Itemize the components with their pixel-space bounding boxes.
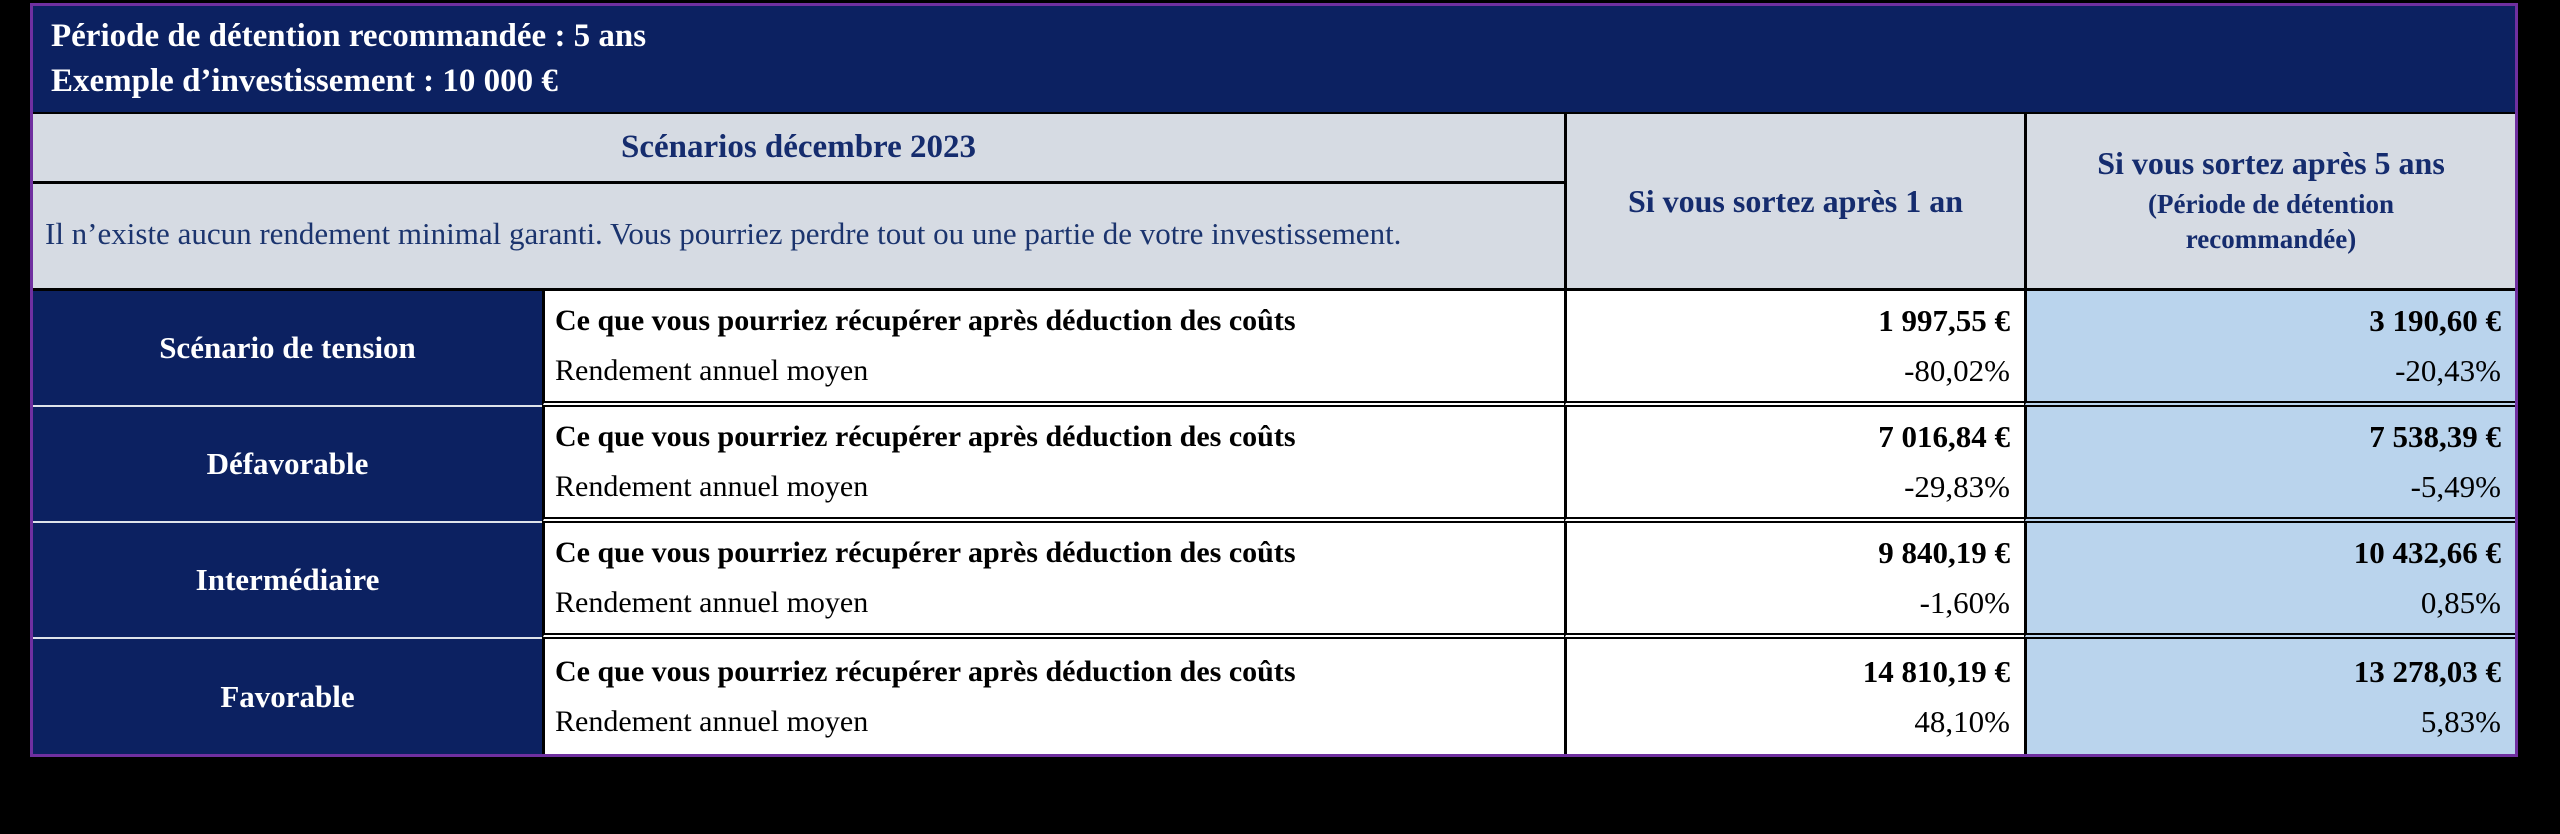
scenario-name-unfavourable: Défavorable: [33, 407, 542, 523]
recover-label: Ce que vous pourriez récupérer après déduction des coûts: [555, 420, 1296, 453]
favourable-5yr-values: [2024, 639, 2515, 754]
exit-after-1-year-label: Si vous sortez après 1 an: [1627, 182, 1964, 219]
stress-1yr-values: [1564, 291, 2024, 407]
recover-label: Ce que vous pourriez récupérer après déduction des coûts: [555, 304, 1296, 337]
performance-scenarios-table: [30, 3, 2518, 757]
moderate-5yr-values: [2024, 523, 2515, 639]
moderate-1yr-amount: 9 840,19 €: [1878, 535, 2010, 570]
moderate-1yr-return: -1,60%: [1919, 585, 2010, 620]
stress-1yr-amount: 1 997,55 €: [1878, 303, 2010, 338]
investment-example-text: Exemple d’investissement : 10 000 €: [51, 63, 558, 99]
stress-5yr-amount: 3 190,60 €: [2369, 303, 2501, 338]
exit-after-5-years-label: Si vous sortez après 5 ans: [2097, 145, 2445, 181]
avg-return-label: Rendement annuel moyen: [555, 586, 869, 619]
scenarios-date-header: Scénarios décembre 2023: [33, 114, 1564, 184]
moderate-5yr-return: 0,85%: [2420, 585, 2501, 620]
holding-period-text: Période de détention recommandée : 5 ans: [51, 18, 647, 54]
scenario-name-moderate: Intermédiaire: [33, 523, 542, 639]
exit-after-5-years-header: [2024, 114, 2515, 291]
exit-after-1-year-header: [1564, 114, 2024, 291]
moderate-5yr-amount: 10 432,66 €: [2353, 535, 2501, 570]
unfavourable-1yr-return: -29,83%: [1904, 469, 2010, 504]
favourable-1yr-return: 48,10%: [1914, 703, 2010, 739]
recommended-holding-header: [33, 6, 2515, 114]
no-guarantee-note: Il n’existe aucun rendement minimal garanti. Vous pourriez perdre tout ou une partie de votre investissement.: [33, 184, 1564, 291]
unfavourable-5yr-amount: 7 538,39 €: [2369, 419, 2501, 454]
scenario-description-moderate: [542, 523, 1564, 639]
unfavourable-1yr-values: [1564, 407, 2024, 523]
unfavourable-5yr-return: -5,49%: [2410, 469, 2501, 504]
favourable-5yr-amount: 13 278,03 €: [2353, 653, 2501, 689]
moderate-1yr-values: [1564, 523, 2024, 639]
recover-label: Ce que vous pourriez récupérer après déduction des coûts: [555, 654, 1296, 688]
avg-return-label: Rendement annuel moyen: [555, 470, 869, 503]
scenario-description-favourable: [542, 639, 1564, 754]
exit-after-5-years-subheader: (Période de détention recommandée): [2148, 189, 2394, 254]
favourable-5yr-return: 5,83%: [2420, 703, 2501, 739]
recover-label: Ce que vous pourriez récupérer après déduction des coûts: [555, 536, 1296, 569]
stress-5yr-values: [2024, 291, 2515, 407]
avg-return-label: Rendement annuel moyen: [555, 354, 869, 387]
scenario-description-unfavourable: [542, 407, 1564, 523]
unfavourable-5yr-values: [2024, 407, 2515, 523]
scenario-name-stress: Scénario de tension: [33, 291, 542, 407]
scenario-name-favourable: Favorable: [33, 639, 542, 754]
avg-return-label: Rendement annuel moyen: [555, 704, 869, 738]
scenario-description-stress: [542, 291, 1564, 407]
unfavourable-1yr-amount: 7 016,84 €: [1878, 419, 2010, 454]
stress-1yr-return: -80,02%: [1904, 353, 2010, 388]
stress-5yr-return: -20,43%: [2395, 353, 2501, 388]
favourable-1yr-amount: 14 810,19 €: [1862, 653, 2010, 689]
favourable-1yr-values: [1564, 639, 2024, 754]
